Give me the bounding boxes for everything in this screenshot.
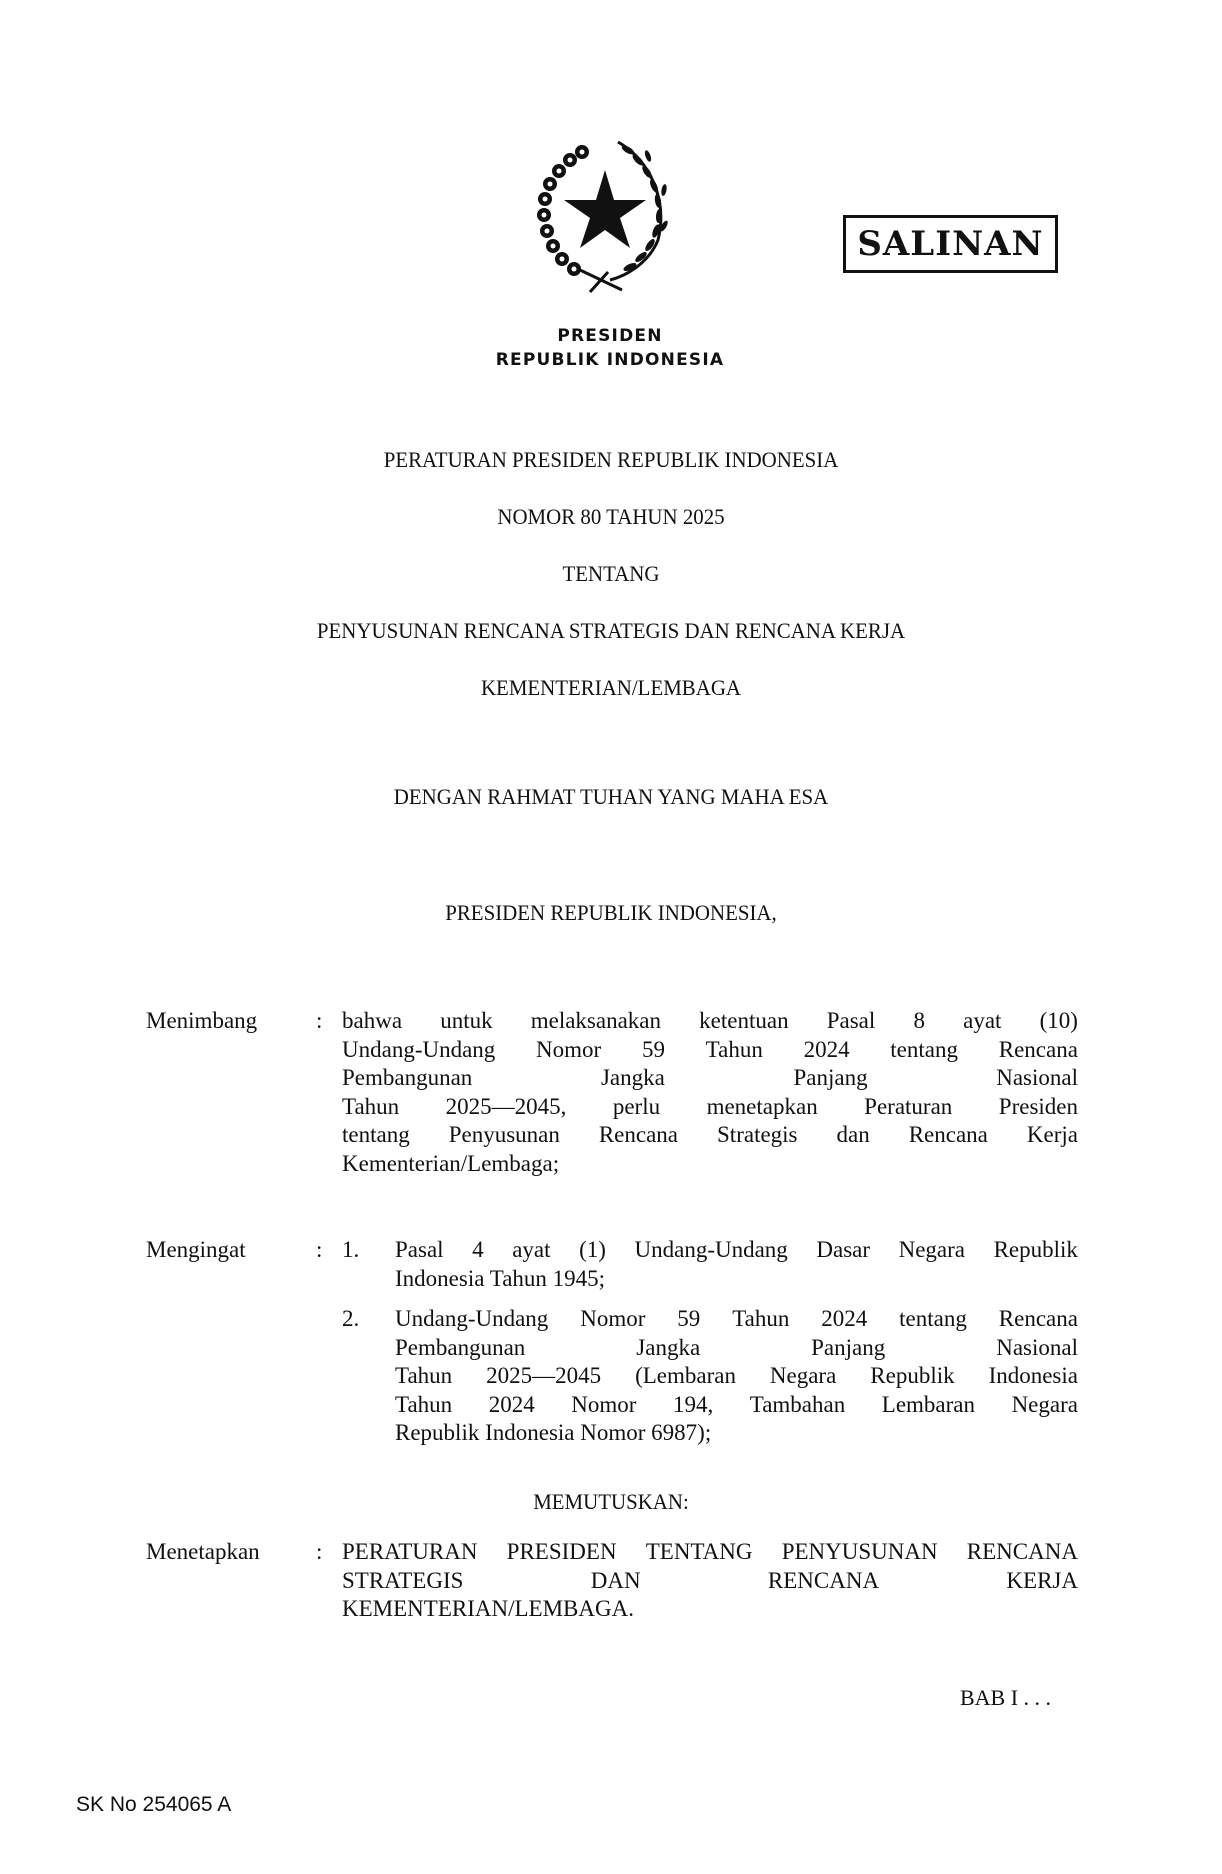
list-text	[395, 1305, 1078, 1448]
mengingat-section	[146, 1236, 1078, 1445]
list-number: 2.	[342, 1306, 360, 1331]
menetapkan-label: Menetapkan	[146, 1539, 260, 1564]
mengingat-colon: :	[316, 1237, 323, 1262]
title-regulation: PERATURAN PRESIDEN REPUBLIK INDONESIA	[383, 447, 839, 472]
presidential-emblem-icon	[530, 130, 680, 305]
menimbang-section	[146, 1007, 1078, 1187]
sk-number: SK No 254065 A	[76, 1793, 232, 1816]
list-line: Republik Indonesia Nomor 6987);	[395, 1420, 712, 1445]
menetapkan-section	[146, 1538, 1078, 1638]
title-subject-cont: KEMENTERIAN/LEMBAGA	[480, 675, 742, 700]
list-text	[395, 1236, 1078, 1293]
title-subject: PENYUSUNAN RENCANA STRATEGIS DAN RENCANA KERJA	[316, 618, 906, 643]
menetapkan-colon: :	[316, 1539, 323, 1564]
memutuskan-heading: MEMUTUSKAN:	[533, 1489, 689, 1514]
menimbang-line: Pembangunan Jangka Panjang Nasional	[342, 1065, 1078, 1090]
menimbang-colon: :	[316, 1008, 323, 1033]
menimbang-line: Undang-Undang Nomor 59 Tahun 2024 tentang Rencana	[342, 1036, 1078, 1062]
list-line: Tahun 2024 Nomor 194, Tambahan Lembaran Negara	[395, 1391, 1078, 1417]
menimbang-line: Kementerian/Lembaga;	[342, 1150, 560, 1176]
list-line: Tahun 2025—2045 (Lembaran Negara Republik Indonesia	[395, 1363, 1078, 1388]
emblem-caption-presiden: PRESIDEN	[557, 326, 663, 346]
menetapkan-text	[342, 1538, 1078, 1624]
authority: PRESIDEN REPUBLIK INDONESIA,	[445, 900, 777, 925]
menimbang-line: Tahun 2025—2045, perlu menetapkan Peraturan Presiden	[342, 1093, 1078, 1119]
menimbang-line: bahwa untuk melaksanakan ketentuan Pasal 8 ayat (10)	[342, 1008, 1078, 1033]
list-line: Undang-Undang Nomor 59 Tahun 2024 tentang Rencana	[395, 1306, 1078, 1331]
invocation: DENGAN RAHMAT TUHAN YANG MAHA ESA	[393, 784, 829, 809]
mengingat-label: Mengingat	[146, 1237, 246, 1262]
menetapkan-line: STRATEGIS DAN RENCANA KERJA	[342, 1567, 1078, 1593]
menimbang-text	[342, 1007, 1078, 1178]
title-tentang: TENTANG	[562, 561, 660, 586]
list-line: Indonesia Tahun 1945;	[395, 1265, 606, 1291]
title-number: NOMOR 80 TAHUN 2025	[497, 504, 725, 529]
menetapkan-line: PERATURAN PRESIDEN TENTANG PENYUSUNAN RENCANA	[342, 1539, 1078, 1564]
salinan-stamp: SALINAN	[843, 215, 1058, 273]
emblem-caption-republik-indonesia: REPUBLIK INDONESIA	[495, 350, 725, 370]
menimbang-line: tentang Penyusunan Rencana Strategis dan Rencana Kerja	[342, 1122, 1078, 1147]
list-line: Pembangunan Jangka Panjang Nasional	[395, 1334, 1078, 1360]
menimbang-label: Menimbang	[146, 1008, 258, 1033]
list-line: Pasal 4 ayat (1) Undang-Undang Dasar Negara Republik	[395, 1237, 1078, 1262]
continuation-marker: BAB I . . .	[960, 1685, 1052, 1710]
menetapkan-line: KEMENTERIAN/LEMBAGA.	[342, 1596, 634, 1621]
list-number: 1.	[342, 1237, 360, 1262]
